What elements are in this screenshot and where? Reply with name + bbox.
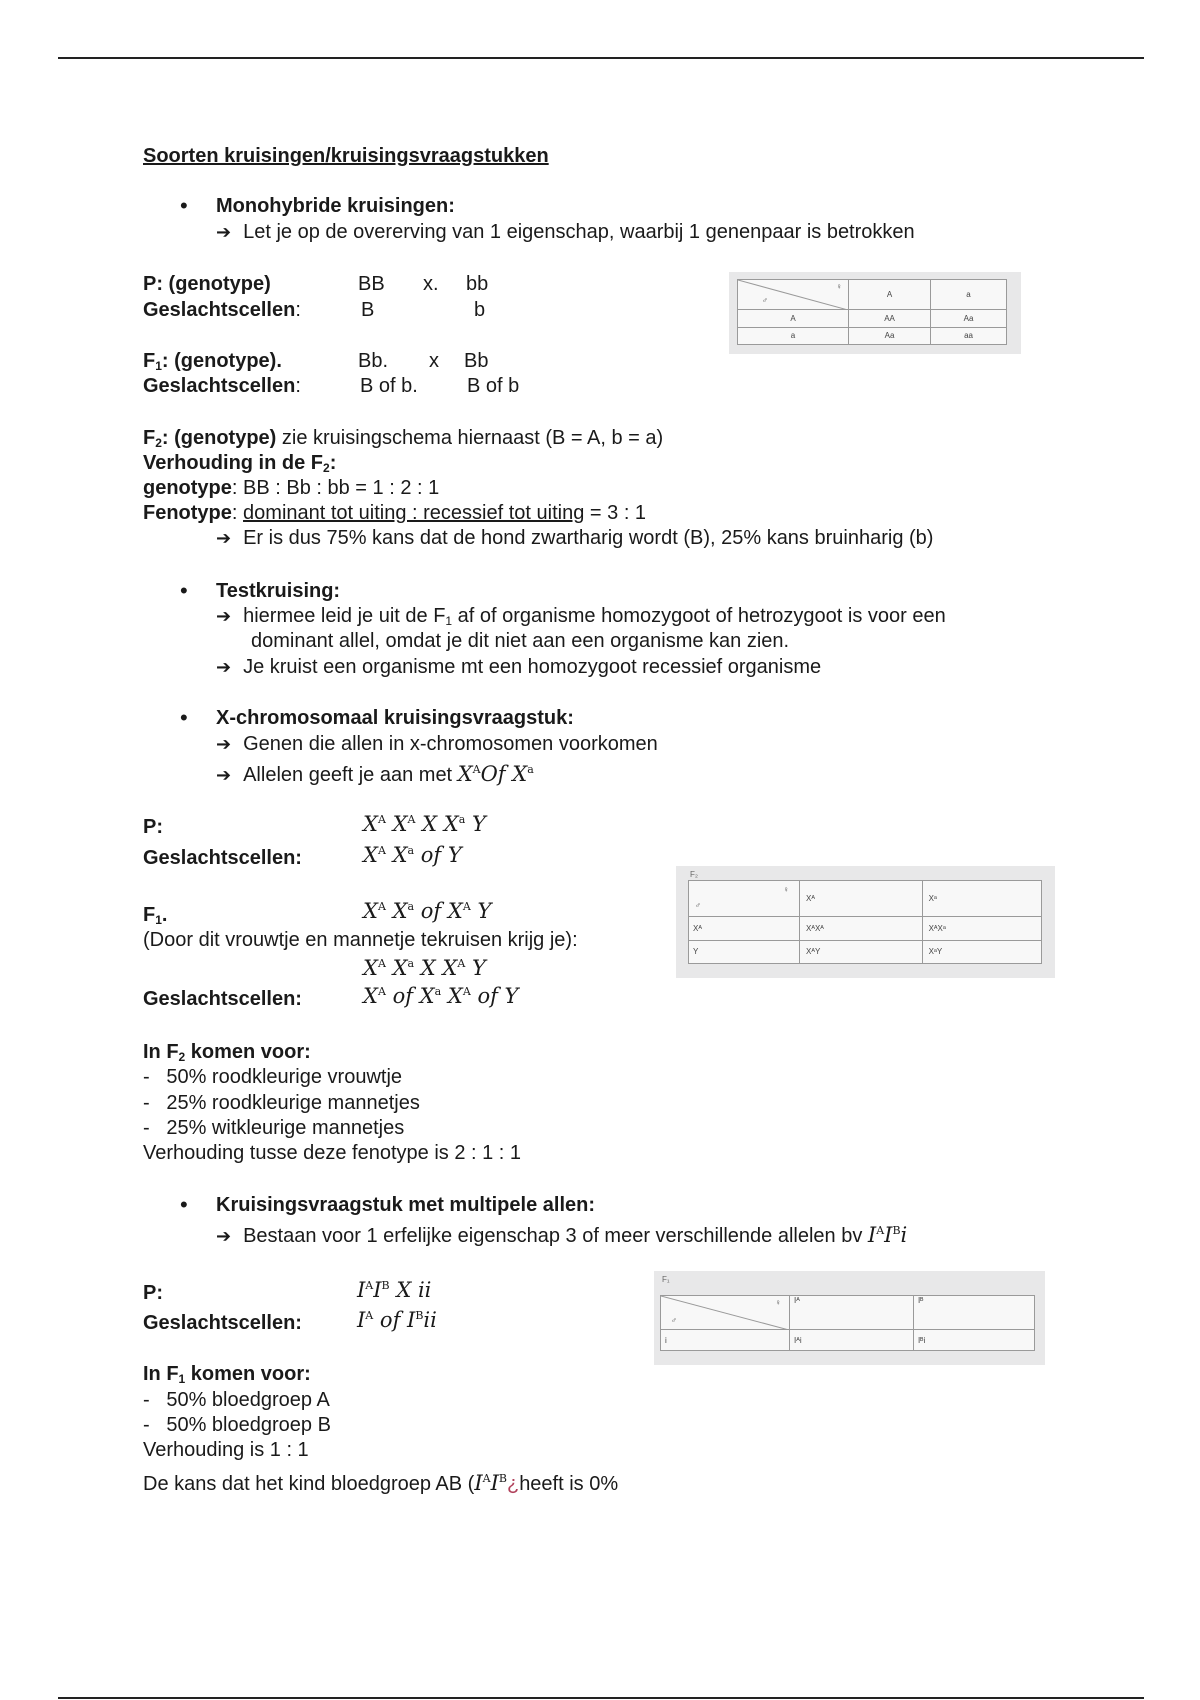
gamete-1: B [361,299,375,321]
f1-value-2: Bb [464,350,489,372]
list-item: - 25% roodkleurige mannetjes [143,1092,420,1114]
multi-gametes-label: Geslachtscellen: [143,1312,302,1334]
xchrom-gametes-label: Geslachtscellen: [143,847,302,869]
mono-cross-scheme [729,272,1021,354]
bottom-rule [58,1697,1144,1699]
scheme-corner [738,280,849,310]
scheme-row-header: a [738,327,849,345]
scheme-row-header: Y [689,940,800,964]
f1-cross: x [429,350,439,372]
xchrom-cross-scheme [676,866,1055,978]
multi-title: Kruisingsvraagstuk met multipele allen: [216,1194,595,1216]
scheme-corner [661,1296,790,1330]
xchrom-gametes-label-2: Geslachtscellen: [143,988,302,1010]
mono-conclusion: ➔ Er is dus 75% kans dat de hond zwartharig wordt (B), 25% kans bruinharig (b) [216,527,934,549]
allele-example: $I^AI^Bi$ [867,1223,908,1247]
xchrom-title: X-chromosomaal kruisingsvraagstuk: [216,707,574,729]
multi-chance: De kans dat het kind bloedgroep AB ($I^AI^B¿heeft$ is 0% [143,1471,619,1495]
ratio-f2-label: Verhouding in de $F_2$: [143,452,337,475]
p-value-2: bb [466,273,489,295]
scheme-cell: XᴬXᴬ [800,917,923,941]
genotype-ratio: genotype: BB : Bb : bb = 1 : 2 : 1 [143,477,440,499]
arrow-icon: ➔ [216,606,232,627]
multi-cross-scheme [654,1271,1045,1365]
xchrom-ratio: Verhouding tusse deze fenotype is 2 : 1 : 1 [143,1142,522,1164]
arrow-icon: ➔ [216,734,232,755]
male-icon: ♂ [762,296,768,305]
xchrom-gametes-formula-2: $X^A$ of $X^a$ $X^A$ of Y [363,984,519,1008]
top-rule [58,57,1144,59]
list-item: - 50% roodkleurige vrouwtje [143,1066,403,1088]
bullet-testkruising: • [180,578,188,603]
testkruising-line-1: ➔ hiermee leid je uit de $F_1$ af of organisme homozygoot of hetrozygoot is voor een [216,605,946,628]
list-item: - 25% witkleurige mannetjes [143,1117,405,1139]
scheme-cell: XᴬXᵃ [922,917,1041,941]
f1-value-1: Bb. [358,350,389,372]
arrow-icon: ➔ [216,222,232,243]
female-icon: ♀ [775,1298,781,1307]
scheme-col-header: a [931,280,1007,310]
xchrom-line-2: ➔ Allelen geeft je aan met $X^AOf$ $X^a$ [216,762,534,786]
arrow-icon: ➔ [216,657,232,678]
monohybride-note: ➔ Let je op de overerving van 1 eigenschap, waarbij 1 genenpaar is betrokken [216,221,915,243]
scheme-col-header: Xᵃ [922,881,1041,917]
p-genotype-label: P: (genotype) [143,273,271,295]
p-cross: x. [423,273,439,295]
xchrom-line-1: ➔ Genen die allen in x-chromosomen voorkomen [216,733,658,755]
page-title: Soorten kruisingen/kruisingsvraagstukken [143,145,549,167]
scheme-cell: AA [849,310,931,328]
gametes-label: Geslachtscellen: [143,299,301,321]
allele-notation: $X^AOf$ $X^a$ [457,762,534,786]
multi-p-formula: $I^AI^B$ X ii [357,1278,432,1302]
xchrom-gametes-formula: $X^A$ $X^a$ of Y [363,843,462,867]
f2-genotype-line: $F_2$: (genotype) zie kruisingschema hiernaast (B = A, b = a) [143,427,664,450]
arrow-icon: ➔ [216,765,232,786]
bullet-multi: • [180,1192,188,1217]
generation-label: F₁ [662,1275,670,1284]
female-icon: ♀ [783,885,789,894]
testkruising-title: Testkruising: [216,580,341,602]
xchrom-f1-label: $F_1$. [143,904,168,927]
f1-gamete-2: B of b [467,375,520,397]
scheme-col-header: A [849,280,931,310]
multi-gametes-formula: $I^A$ of $I^Bii$ [357,1308,437,1332]
scheme-row-header: A [738,310,849,328]
multi-ratio: Verhouding is 1 : 1 [143,1439,309,1461]
list-item: - 50% bloedgroep B [143,1414,331,1436]
scheme-cell: Aa [931,310,1007,328]
scheme-cell: Aa [849,327,931,345]
multi-line-1: ➔ Bestaan voor 1 erfelijke eigenschap 3 of meer verschillende allelen bv $I^AI^Bi$ [216,1223,908,1247]
xchrom-p-label: P: [143,816,163,838]
testkruising-line-1b: dominant allel, omdat je dit niet aan een organisme kan zien. [251,630,790,652]
scheme-cell: aa [931,327,1007,345]
xchrom-door-text: (Door dit vrouwtje en mannetje tekruisen krijg je): [143,929,578,951]
male-icon: ♂ [695,901,701,910]
ab-notation: $I^AI^B$ [474,1471,507,1495]
scheme-row-header: i [661,1330,790,1351]
scheme-col-header: Xᴬ [800,881,923,917]
list-item: - 50% bloedgroep A [143,1389,330,1411]
scheme-cell: Iᴮi [913,1330,1034,1351]
f1-genotype-label: $F_1$: (genotype). [143,350,282,373]
scheme-cell: Iᴬi [790,1330,914,1351]
scheme-cell: XᴬY [800,940,923,964]
scheme-col-header: Iᴬ [790,1296,914,1330]
arrow-icon: ➔ [216,528,232,549]
xchrom-f2-title: In $F_2$ komen voor: [143,1041,311,1064]
bullet-monohybride: • [180,193,188,218]
xchrom-p-formula: $X^A$ $X^A$ X $X^a$ Y [363,812,486,836]
scheme-cell: XᵃY [922,940,1041,964]
scheme-row-header: Xᴬ [689,917,800,941]
generation-label: F₂ [690,870,698,879]
fenotype-ratio: Fenotype: dominant tot uiting : recessief tot uiting = 3 : 1 [143,502,647,524]
monohybride-title: Monohybride kruisingen: [216,195,455,217]
gamete-2: b [474,299,486,321]
multi-p-label: P: [143,1282,163,1304]
arrow-icon: ➔ [216,1226,232,1247]
gametes-label-2: Geslachtscellen: [143,375,301,397]
xchrom-f1-cross-formula: $X^A$ $X^a$ X $X^A$ Y [363,956,486,980]
female-icon: ♀ [836,282,842,291]
p-value-1: BB [358,273,385,295]
f1-gamete-1: B of b. [360,375,418,397]
testkruising-line-2: ➔ Je kruist een organisme mt een homozygoot recessief organisme [216,656,822,678]
scheme-col-header: Iᴮ [913,1296,1034,1330]
multi-f1-title: In $F_1$ komen voor: [143,1363,311,1386]
bullet-xchrom: • [180,705,188,730]
scheme-corner [689,881,800,917]
male-icon: ♂ [671,1316,677,1325]
xchrom-f1-formula: $X^A$ $X^a$ of $X^A$ Y [363,899,492,923]
